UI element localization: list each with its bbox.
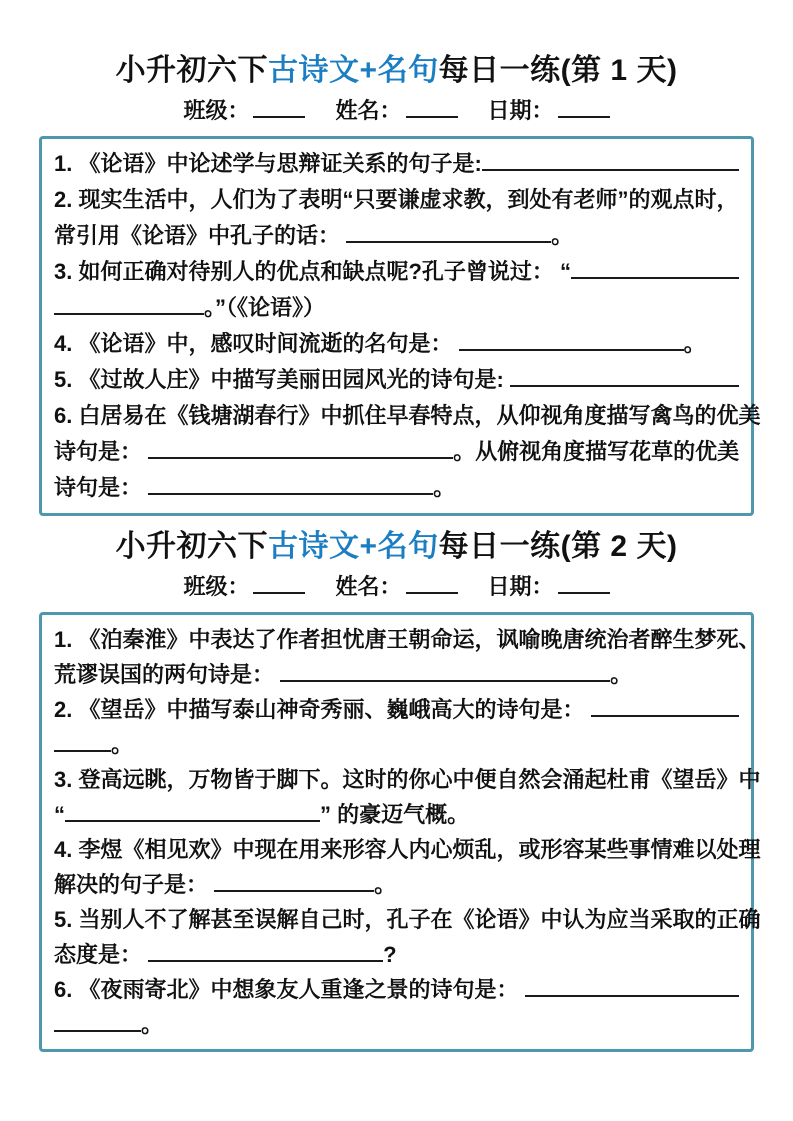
question-text: “ <box>54 802 65 827</box>
question-text: ? <box>383 942 397 967</box>
section-title <box>0 528 793 566</box>
title-suffix: 每日一练(第 2 天) <box>438 530 678 563</box>
question-line <box>54 832 761 867</box>
question-text: 6. 白居易在《钱塘湖春行》中抓住早春特点，从仰视角度描写禽鸟的优美 <box>54 403 761 428</box>
question-line <box>54 727 739 762</box>
info-label: 班级： <box>183 98 250 123</box>
question-text: 5. 《过故人庄》中描写美丽田园风光的诗句是: <box>54 367 510 392</box>
answer-blank-line <box>148 493 433 495</box>
question-text: 解决的句子是： <box>54 872 215 897</box>
info-field <box>183 573 305 600</box>
question-line <box>54 972 739 1007</box>
question-line <box>54 762 761 797</box>
section-title <box>0 52 793 90</box>
info-field <box>335 573 457 600</box>
question-line <box>54 622 761 657</box>
info-label: 日期： <box>487 574 554 599</box>
info-label: 日期： <box>487 98 554 123</box>
answer-blank-line <box>65 820 320 822</box>
info-label: 姓名： <box>335 98 402 123</box>
title-prefix: 小升初六下 <box>115 530 269 563</box>
question-text: 1. 《论语》中论述学与思辩证关系的句子是: <box>54 151 482 176</box>
question-text: 。 <box>374 872 397 897</box>
info-write-in-line <box>406 592 458 594</box>
info-label: 班级： <box>183 574 250 599</box>
question-line <box>54 182 739 218</box>
question-line <box>54 398 761 434</box>
info-write-in-line <box>558 116 610 118</box>
question-line <box>54 434 739 470</box>
question-text: 。 <box>433 475 456 500</box>
question-text: 3. 登高远眺，万物皆于脚下。这时的你心中便自然会涌起杜甫《望岳》中 <box>54 767 761 792</box>
question-line <box>54 362 739 398</box>
info-field <box>488 573 610 600</box>
question-text: 4. 《论语》中，感叹时间流逝的名句是： <box>54 331 459 356</box>
question-box <box>39 612 761 1052</box>
question-text: 。 <box>610 662 633 687</box>
question-text: 。 <box>141 1012 164 1037</box>
answer-blank-line <box>482 169 739 171</box>
question-text: 6. 《夜雨寄北》中想象友人重逢之景的诗句是： <box>54 977 525 1002</box>
question-text: 3. 如何正确对待别人的优点和缺点呢?孔子曾说过： “ <box>54 259 572 284</box>
info-field <box>488 97 610 124</box>
answer-blank-line <box>280 680 610 682</box>
answer-blank-line <box>214 890 374 892</box>
question-text: 态度是： <box>54 942 149 967</box>
question-line <box>54 692 739 727</box>
info-field <box>183 97 305 124</box>
question-text: 。从俯视角度描写花草的优美 <box>453 439 740 464</box>
answer-blank-line <box>591 715 739 717</box>
question-text: 1. 《泊秦淮》中表达了作者担忧唐王朝命运，讽喻晚唐统治者醉生梦死、 <box>54 627 761 652</box>
answer-blank-line <box>459 349 684 351</box>
question-text: ” 的豪迈气概。 <box>320 802 470 827</box>
question-line <box>54 218 739 254</box>
question-text: 2. 《望岳》中描写泰山神奇秀丽、巍峨高大的诗句是： <box>54 697 591 722</box>
question-line <box>54 1007 739 1042</box>
question-text: 4. 李煜《相见欢》中现在用来形容人内心烦乱，或形容某些事情难以处理 <box>54 837 761 862</box>
info-row <box>0 573 793 600</box>
answer-blank-line <box>346 241 551 243</box>
info-write-in-line <box>253 592 305 594</box>
question-line <box>54 657 739 692</box>
info-label: 姓名： <box>335 574 402 599</box>
question-line <box>54 937 739 972</box>
title-suffix: 每日一练(第 1 天) <box>438 54 678 87</box>
title-highlight: 古诗文+名句 <box>268 530 439 563</box>
title-highlight: 古诗文+名句 <box>268 54 439 87</box>
info-write-in-line <box>406 116 458 118</box>
question-text: 。 <box>683 331 706 356</box>
question-line <box>54 146 739 182</box>
question-line <box>54 290 739 326</box>
info-field <box>335 97 457 124</box>
question-text: 5. 当别人不了解甚至误解自己时，孔子在《论语》中认为应当采取的正确 <box>54 907 761 932</box>
answer-blank-line <box>148 457 453 459</box>
question-text: 荒谬误国的两句诗是： <box>54 662 281 687</box>
answer-blank-line <box>54 313 204 315</box>
question-text: 。 <box>551 223 574 248</box>
answer-blank-line <box>510 385 739 387</box>
answer-blank-line <box>525 995 739 997</box>
answer-blank-line <box>54 1030 141 1032</box>
question-text: 诗句是： <box>54 475 149 500</box>
question-line <box>54 867 739 902</box>
info-row <box>0 97 793 124</box>
worksheet-section <box>0 52 793 516</box>
question-text: 2. 现实生活中，人们为了表明“只要谦虚求教，到处有老师”的观点时， <box>54 187 739 212</box>
answer-blank-line <box>571 277 739 279</box>
worksheet-section <box>0 528 793 1052</box>
question-line <box>54 326 739 362</box>
question-line <box>54 797 739 832</box>
title-prefix: 小升初六下 <box>115 54 269 87</box>
question-text: 诗句是： <box>54 439 149 464</box>
question-text: 。”（《论语》） <box>204 295 326 320</box>
question-line <box>54 902 761 937</box>
question-box <box>39 136 761 516</box>
answer-blank-line <box>148 960 383 962</box>
question-text: 。 <box>111 732 134 757</box>
answer-blank-line <box>54 750 111 752</box>
sections-container <box>0 52 793 1052</box>
info-write-in-line <box>253 116 305 118</box>
question-text: 常引用《论语》中孔子的话： <box>54 223 347 248</box>
question-line <box>54 254 739 290</box>
info-write-in-line <box>558 592 610 594</box>
question-line <box>54 470 739 506</box>
